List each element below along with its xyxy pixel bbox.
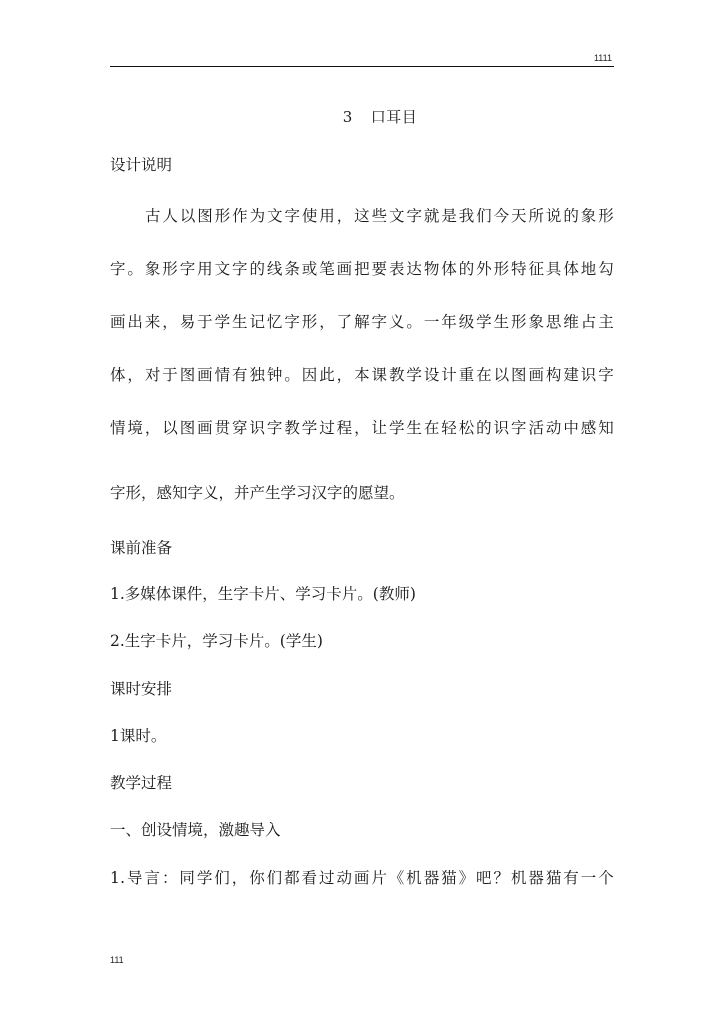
header-page-number: 1111 (593, 53, 612, 63)
process-heading: 教学过程 (110, 774, 173, 792)
process-intro-line: 1.导言：同学们，你们都看过动画片《机器猫》吧？机器猫有一个 (110, 869, 614, 887)
header-rule (110, 66, 614, 67)
prep-item: 1.多媒体课件，生字卡片、学习卡片。(教师) (110, 585, 416, 603)
schedule-text: 1课时。 (110, 727, 167, 745)
lesson-number: 3 (342, 108, 353, 126)
paragraph-line: 字。象形字用文字的线条或笔画把要表达物体的外形特征具体地勾 (110, 260, 614, 278)
paragraph-line: 古人以图形作为文字使用，这些文字就是我们今天所说的象形 (145, 207, 614, 225)
paragraph-line: 画出来，易于学生记忆字形，了解字义。一年级学生形象思维占主 (110, 313, 614, 331)
schedule-heading: 课时安排 (110, 680, 173, 698)
paragraph-line: 字形，感知字义，并产生学习汉字的愿望。 (110, 484, 405, 502)
paragraph-line: 体，对于图画情有独钟。因此，本课教学设计重在以图画构建识字 (110, 366, 614, 384)
design-heading: 设计说明 (110, 156, 173, 174)
prep-heading: 课前准备 (110, 539, 173, 557)
process-step-heading: 一、创设情境，激趣导入 (110, 821, 281, 839)
paragraph-line: 情境，以图画贯穿识字教学过程，让学生在轻松的识字活动中感知 (110, 419, 614, 437)
lesson-title-text: 口耳目 (370, 108, 418, 126)
lesson-title (0, 106, 724, 127)
footer-page-number: 111 (110, 955, 124, 965)
prep-item: 2.生字卡片，学习卡片。(学生) (110, 632, 323, 650)
